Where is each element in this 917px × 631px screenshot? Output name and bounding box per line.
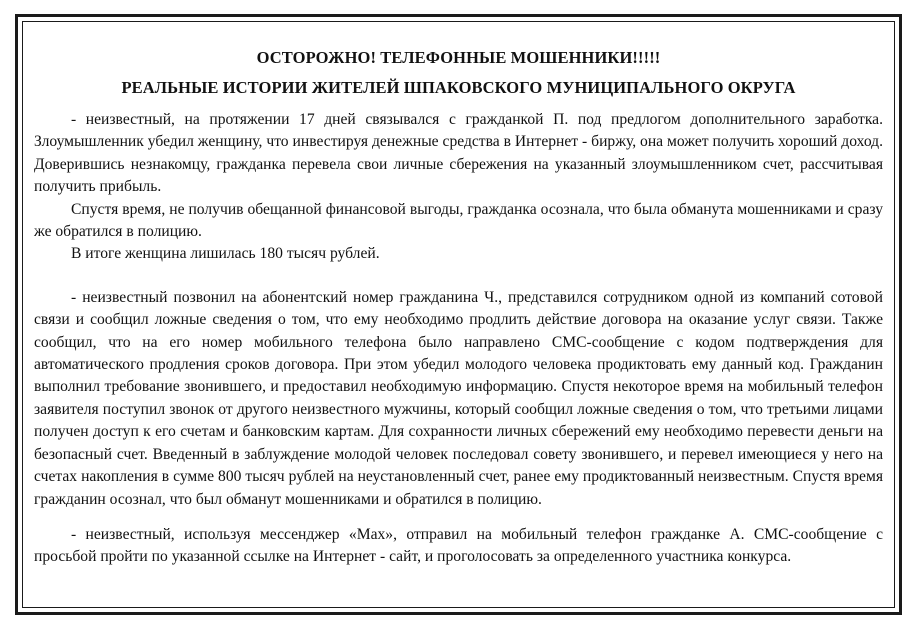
stories-subtitle: РЕАЛЬНЫЕ ИСТОРИИ ЖИТЕЛЕЙ ШПАКОВСКОГО МУНИЦИПАЛЬНОГО ОКРУГА	[121, 78, 796, 97]
story-paragraph: В итоге женщина лишилась 180 тысяч рублей.	[71, 245, 380, 263]
story-paragraph: Спустя время, не получив обещанной финансовой выгоды, гражданка осознала, что была обманута мошенниками и сразу же обратился в полицию.	[34, 200, 883, 241]
story-paragraph: - неизвестный, используя мессенджер «Max», отправил на мобильный телефон гражданке А. СМС-сообщение с просьбой пройти по указанной ссылке на Интернет - сайт, и проголосовать за определенного участника конкурса.	[34, 525, 883, 566]
story-paragraph: - неизвестный, на протяжении 17 дней связывался с гражданкой П. под предлогом дополнительного заработка. Злоумышленник убедил женщину, что инвестируя денежные средства в Интернет - биржу, она может получить хороший доход. Доверившись незнакомцу, гражданка перевела свои личные сбережения на указанный злоумышленником счет, рассчитывая получить прибыль.	[34, 111, 883, 196]
story-investment-fraud	[34, 109, 883, 266]
document-content	[34, 44, 883, 569]
story-mobile-operator-fraud	[34, 287, 883, 511]
stories-list	[34, 109, 883, 569]
story-paragraph: - неизвестный позвонил на абонентский номер гражданина Ч., представился сотрудником одной из компаний сотовой связи и сообщил ложные сведения о том, что ему необходимо продлить действие договора на оказание услуг связи. Также сообщил, что на его номер мобильного телефона было направлено СМС-сообщение с кодом подтверждения для автоматического продления сроков договора. При этом убедил молодого человека продиктовать ему данный код. Гражданин выполнил требование звонившего, и предоставил необходимую информацию. Спустя некоторое время на мобильный телефон заявителя поступил звонок от другого неизвестного мужчины, который сообщил ложные сведения о том, что третьими лицами получен доступ к его счетам и банковским картам. Для сохранности личных сбережений ему необходимо перевести деньги на безопасный счет. Введенный в заблуждение молодой человек последовал совету звонившего, и перевел имеющиеся у него на счетах накопления в сумме 800 тысяч рублей на неустановленный счет, ранее ему продиктованный неизвестным. Спустя время гражданин осознал, что был обманут мошенниками и обратился в полицию.	[34, 288, 883, 508]
story-messenger-fraud	[34, 524, 883, 569]
warning-title: ОСТОРОЖНО! ТЕЛЕФОННЫЕ МОШЕННИКИ!!!!!	[256, 48, 661, 67]
